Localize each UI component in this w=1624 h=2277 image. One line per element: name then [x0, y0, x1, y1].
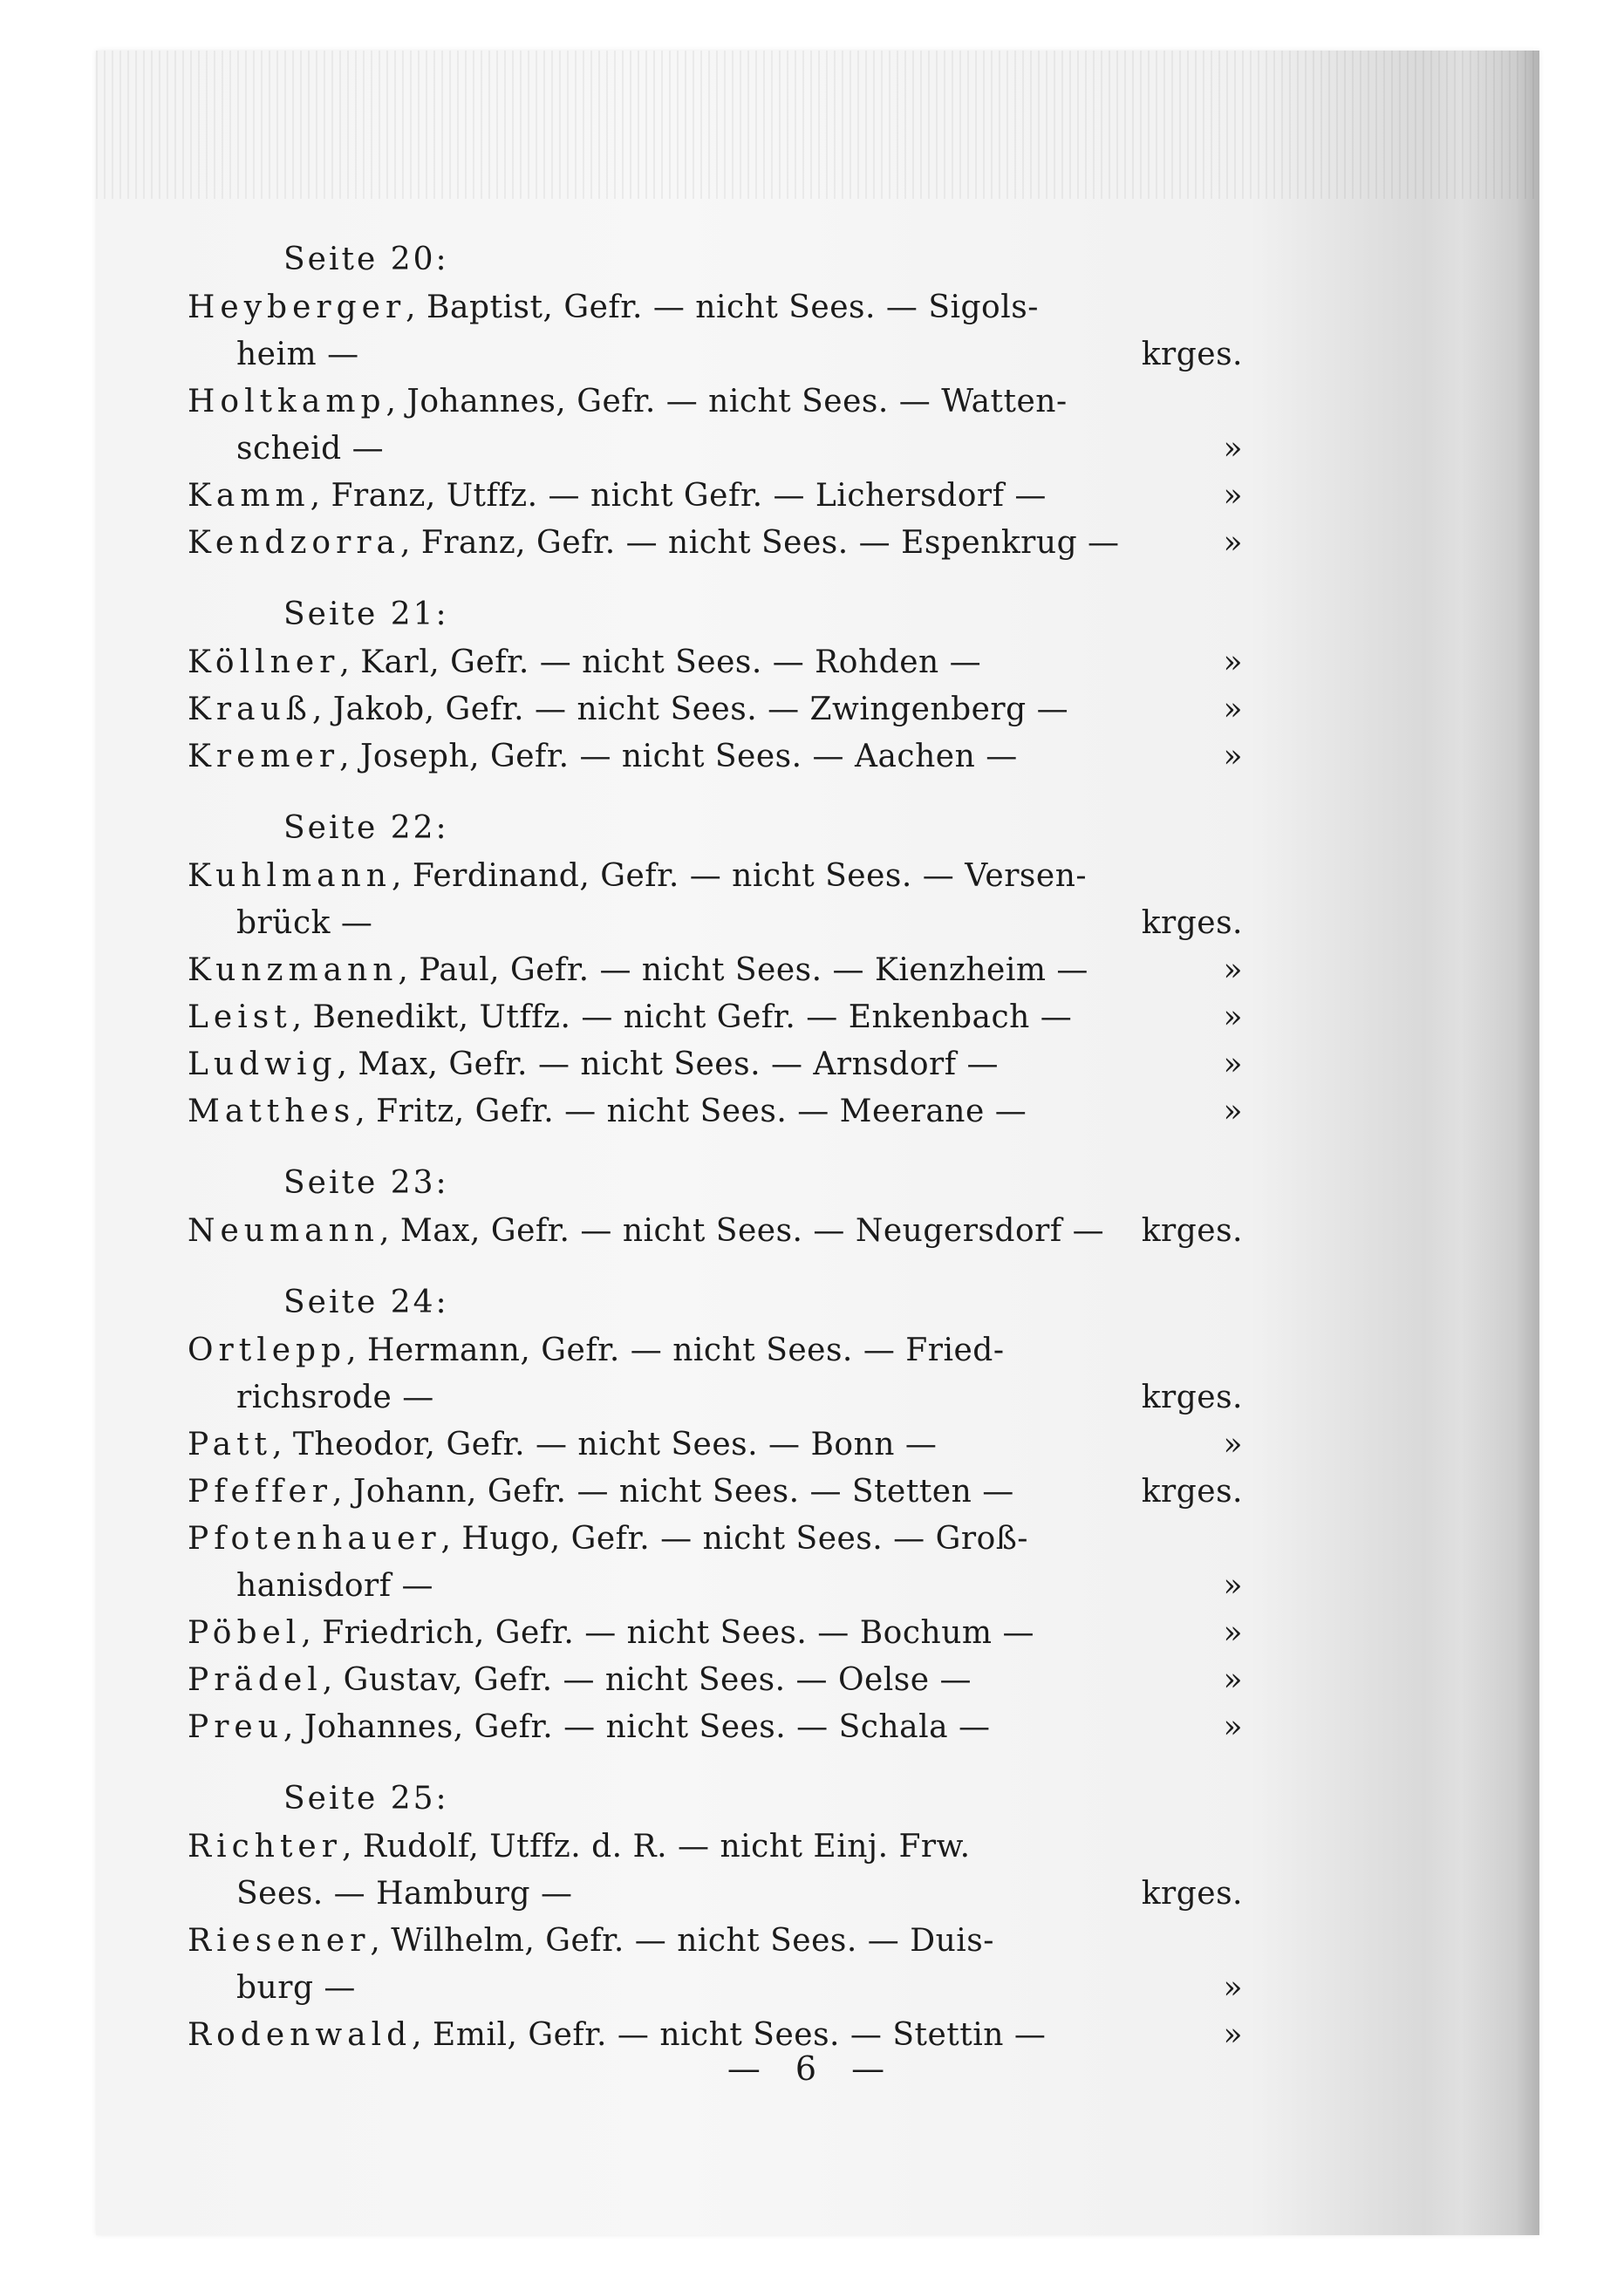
entry-mark: »: [1223, 692, 1243, 727]
entry-mark: krges.: [1141, 1474, 1243, 1510]
entry-mark: krges.: [1141, 1876, 1243, 1912]
entry-continuation-text: heim —: [236, 337, 359, 372]
entry-details: , Ferdinand, Gefr. — nicht Sees. — Versen-: [391, 858, 1088, 894]
entry-surname: Patt: [188, 1427, 273, 1462]
entry-details: , Theodor, Gefr. — nicht Sees. — Bonn —: [272, 1427, 938, 1462]
entry-mark: »: [1223, 1709, 1243, 1745]
entry-mark: »: [1223, 431, 1243, 467]
entry-surname: Richter: [188, 1829, 342, 1865]
section-gap: [188, 1751, 1243, 1775]
entry-details: , Friedrich, Gefr. — nicht Sees. — Bochum —: [301, 1615, 1034, 1651]
list-entry: [188, 1657, 1243, 1704]
entry-surname: Ortlepp: [188, 1333, 347, 1368]
entry-details: , Franz, Gefr. — nicht Sees. — Espenkrug —: [399, 525, 1120, 561]
list-entry: [188, 378, 1243, 426]
entry-surname: Pöbel: [188, 1615, 302, 1651]
section-gap: [188, 1135, 1243, 1159]
entry-details: , Max, Gefr. — nicht Sees. — Arnsdorf —: [337, 1046, 999, 1082]
list-entry: [188, 1421, 1243, 1469]
list-entry-continuation: [188, 426, 1243, 473]
section-heading: Seite 22:: [283, 810, 449, 846]
entry-surname: Matthes: [188, 1094, 356, 1129]
list-entry: [188, 1610, 1243, 1657]
casualty-list: [188, 235, 1243, 2059]
entry-mark: »: [1223, 739, 1243, 774]
entry-details: , Max, Gefr. — nicht Sees. — Neugersdorf —: [379, 1213, 1105, 1249]
entry-details: , Benedikt, Utffz. — nicht Gefr. — Enkenbach —: [291, 999, 1073, 1035]
list-entry-continuation: [188, 900, 1243, 947]
section-heading: Seite 21:: [283, 597, 449, 632]
entry-surname: Kunzmann: [188, 952, 399, 988]
entry-details: , Johann, Gefr. — nicht Sees. — Stetten —: [332, 1474, 1014, 1510]
page-edge-shadow: [1461, 51, 1539, 2235]
entry-mark: »: [1223, 525, 1243, 561]
entry-continuation-text: scheid —: [236, 431, 385, 467]
list-entry-continuation: [188, 1374, 1243, 1421]
list-entry: [188, 1516, 1243, 1563]
entry-surname: Pfeffer: [188, 1474, 333, 1510]
entry-mark: »: [1223, 1046, 1243, 1082]
entry-mark: »: [1223, 1970, 1243, 2006]
list-entry: [188, 733, 1243, 781]
entry-surname: Kremer: [188, 739, 340, 774]
entry-surname: Holtkamp: [188, 384, 386, 419]
entry-details: , Baptist, Gefr. — nicht Sees. — Sigols-: [406, 290, 1039, 325]
entry-mark: »: [1223, 644, 1243, 680]
entry-mark: »: [1223, 2017, 1243, 2053]
entry-surname: Prädel: [188, 1662, 323, 1698]
entry-surname: Kamm: [188, 478, 310, 514]
section-gap: [188, 567, 1243, 590]
entry-details: , Franz, Utffz. — nicht Gefr. — Lichersdorf —: [310, 478, 1047, 514]
list-entry: [188, 1208, 1243, 1255]
entry-mark: »: [1223, 478, 1243, 514]
list-entry-continuation: [188, 1563, 1243, 1610]
entry-details: , Emil, Gefr. — nicht Sees. — Stettin —: [412, 2017, 1047, 2053]
entry-details: , Gustav, Gefr. — nicht Sees. — Oelse —: [322, 1662, 972, 1698]
list-entry: [188, 473, 1243, 520]
entry-details: , Rudolf, Utffz. d. R. — nicht Einj. Frw.: [341, 1829, 971, 1865]
entry-surname: Kuhlmann: [188, 858, 392, 894]
entry-surname: Heyberger: [188, 290, 406, 325]
list-entry: [188, 1824, 1243, 1871]
entry-continuation-text: burg —: [236, 1970, 356, 2006]
list-entry-continuation: [188, 1871, 1243, 1918]
entry-details: , Paul, Gefr. — nicht Sees. — Kienzheim —: [398, 952, 1088, 988]
entry-mark: »: [1223, 1568, 1243, 1604]
section-gap: [188, 781, 1243, 804]
section-heading: Seite 20:: [283, 242, 449, 277]
entry-details: , Jakob, Gefr. — nicht Sees. — Zwingenberg —: [311, 692, 1069, 727]
list-entry: [188, 639, 1243, 686]
entry-continuation-text: brück —: [236, 905, 373, 941]
list-entry-continuation: [188, 331, 1243, 378]
entry-details: , Karl, Gefr. — nicht Sees. — Rohden —: [339, 644, 982, 680]
entry-surname: Rodenwald: [188, 2017, 413, 2053]
entry-mark: krges.: [1141, 337, 1243, 372]
entry-continuation-text: hanisdorf —: [236, 1568, 434, 1604]
section-heading: Seite 23:: [283, 1165, 449, 1201]
entry-details: , Hermann, Gefr. — nicht Sees. — Fried-: [346, 1333, 1005, 1368]
entry-continuation-text: Sees. — Hamburg —: [236, 1876, 573, 1912]
entry-surname: Ludwig: [188, 1046, 338, 1082]
entry-surname: Riesener: [188, 1923, 371, 1959]
entry-details: , Johannes, Gefr. — nicht Sees. — Watten-: [386, 384, 1068, 419]
entry-mark: »: [1223, 1427, 1243, 1462]
entry-mark: krges.: [1141, 905, 1243, 941]
section-heading: Seite 24:: [283, 1285, 449, 1320]
entry-mark: »: [1223, 952, 1243, 988]
list-entry: [188, 1918, 1243, 1965]
entry-details: , Johannes, Gefr. — nicht Sees. — Schala —: [283, 1709, 991, 1745]
list-entry: [188, 284, 1243, 331]
entry-surname: Pfotenhauer: [188, 1521, 441, 1557]
list-entry: [188, 994, 1243, 1041]
entry-mark: krges.: [1141, 1380, 1243, 1415]
scan-streaks: [96, 51, 1539, 199]
list-entry: [188, 1469, 1243, 1516]
entry-surname: Leist: [188, 999, 292, 1035]
entry-surname: Neumann: [188, 1213, 379, 1249]
entry-surname: Preu: [188, 1709, 283, 1745]
entry-mark: »: [1223, 1662, 1243, 1698]
entry-surname: Krauß: [188, 692, 312, 727]
entry-details: , Hugo, Gefr. — nicht Sees. — Groß-: [440, 1521, 1028, 1557]
entry-continuation-text: richsrode —: [236, 1380, 434, 1415]
list-entry: [188, 686, 1243, 733]
entry-surname: Köllner: [188, 644, 340, 680]
list-entry: [188, 1041, 1243, 1088]
entry-mark: krges.: [1141, 1213, 1243, 1249]
list-entry: [188, 1327, 1243, 1374]
list-entry: [188, 947, 1243, 994]
list-entry: [188, 1088, 1243, 1135]
list-entry: [188, 853, 1243, 900]
entry-mark: »: [1223, 1094, 1243, 1129]
entry-details: , Wilhelm, Gefr. — nicht Sees. — Duis-: [370, 1923, 994, 1959]
section-heading: Seite 25:: [283, 1781, 449, 1817]
section-gap: [188, 1255, 1243, 1278]
entry-details: , Fritz, Gefr. — nicht Sees. — Meerane —: [355, 1094, 1027, 1129]
entry-mark: »: [1223, 999, 1243, 1035]
entry-mark: »: [1223, 1615, 1243, 1651]
list-entry-continuation: [188, 1965, 1243, 2012]
entry-surname: Kendzorra: [188, 525, 400, 561]
list-entry: [188, 520, 1243, 567]
list-entry: [188, 1704, 1243, 1751]
page-number: — 6 —: [727, 2049, 897, 2088]
entry-details: , Joseph, Gefr. — nicht Sees. — Aachen —: [339, 739, 1018, 774]
